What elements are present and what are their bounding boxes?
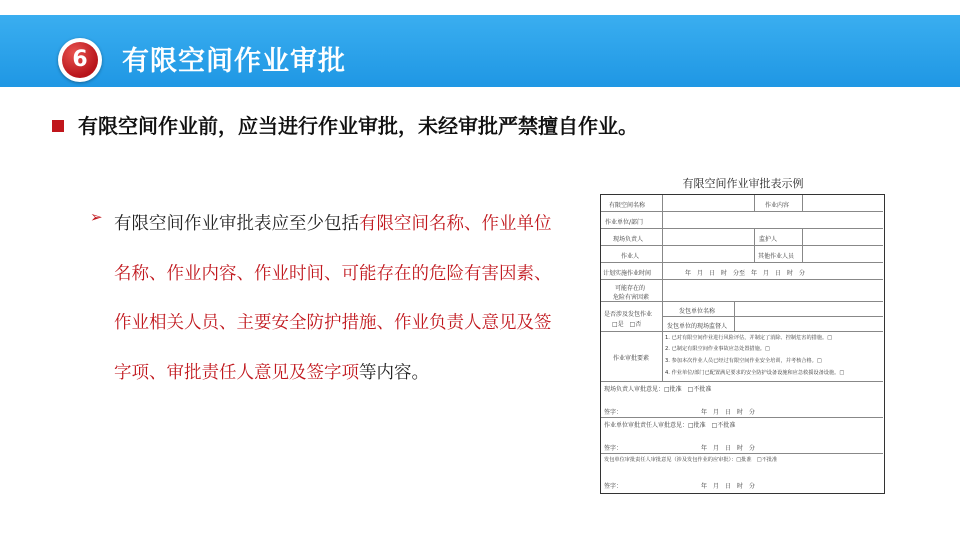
planned-time-value: 年 月 日 时 分至 年 月 日 时 分 xyxy=(685,270,806,277)
approval-element-4: 4. 作业单位/部门已配置满足要求的安全防护设备设施和应急救援设备设施。□ xyxy=(665,370,845,376)
hazards-label-line1: 可能存在的 xyxy=(615,285,646,292)
title-banner xyxy=(0,15,960,87)
work-unit-label: 作业单位/部门 xyxy=(605,219,644,226)
approval-element-1: 1. 已对有限空间作业进行风险评估，并制定了消除、控制危害的措施。□ xyxy=(665,335,833,341)
section-number-badge xyxy=(58,38,102,82)
form-row xyxy=(601,280,883,302)
page-title: 有限空间作业审批 xyxy=(122,46,346,77)
contractor-approver-opinion: 发包单位审批责任人审批意见（涉及发包作业的应审批）：□批准 □不批准 xyxy=(604,457,778,463)
contract-label: 是否涉及发包作业 xyxy=(604,311,653,318)
guardian-label: 监护人 xyxy=(759,236,778,243)
approval-form-example xyxy=(600,194,885,494)
approval-element-2: 2. 已制定有限空间作业事故应急处置措施。□ xyxy=(665,346,770,352)
section-number: 6 xyxy=(62,42,98,78)
hazards-label-line2: 危险有害因素 xyxy=(613,294,650,301)
signature-label-3: 签字： xyxy=(604,483,623,490)
form-row xyxy=(601,246,883,263)
unit-approver-opinion: 作业单位审批责任人审批意见：□批准 □不批准 xyxy=(604,422,736,429)
work-content-label: 作业内容 xyxy=(765,202,790,209)
form-row xyxy=(601,263,883,280)
form-row xyxy=(601,212,883,229)
paragraph-text-end: 等内容。 xyxy=(359,362,429,383)
planned-time-label: 计划实施作业时间 xyxy=(603,270,652,277)
requirement-paragraph xyxy=(114,200,554,398)
paragraph-text-start: 有限空间作业审批表应至少包括 xyxy=(114,214,359,234)
approval-elements-label: 作业审批要素 xyxy=(613,355,650,362)
approval-element-3: 3. 参加本次作业人员已经过有限空间作业安全培训，并考核合格。□ xyxy=(665,358,822,364)
form-row xyxy=(601,229,883,246)
form-row xyxy=(601,195,883,212)
signature-date-3: 年 月 日 时 分 xyxy=(701,483,756,490)
worker-label: 作业人 xyxy=(621,253,640,260)
form-row xyxy=(601,332,883,382)
square-bullet-icon xyxy=(52,120,64,132)
form-row xyxy=(601,418,883,454)
paragraph-highlight: 有限空间名称、作业单位名称、作业内容、作业时间、可能存在的危险有害因素、作业相关人员、主要安全防护措施、作业负责人意见及签字项、审批责任人意见及签字项 xyxy=(114,214,552,383)
form-row xyxy=(601,454,883,492)
site-leader-label: 现场负责人 xyxy=(613,236,644,243)
space-name-label: 有限空间名称 xyxy=(609,202,646,209)
arrow-bullet-icon: ➢ xyxy=(90,208,103,226)
main-statement: 有限空间作业前，应当进行作业审批，未经审批严禁擅自作业。 xyxy=(78,114,638,138)
signature-label-1: 签字： xyxy=(604,409,623,416)
form-title: 有限空间作业审批表示例 xyxy=(682,177,804,190)
site-leader-opinion: 现场负责人审批意见：□批准 □不批准 xyxy=(604,386,712,393)
contractor-supervisor-label: 发包单位的现场监督人 xyxy=(667,323,728,330)
contractor-name-label: 发包单位名称 xyxy=(679,308,716,315)
form-row xyxy=(601,302,883,332)
other-persons-label: 其他作业人员 xyxy=(758,253,795,260)
signature-date-2: 年 月 日 时 分 xyxy=(701,445,756,452)
signature-date-1: 年 月 日 时 分 xyxy=(701,409,756,416)
signature-label-2: 签字： xyxy=(604,445,623,452)
contract-options: □是 □否 xyxy=(612,321,642,328)
form-row xyxy=(601,382,883,418)
